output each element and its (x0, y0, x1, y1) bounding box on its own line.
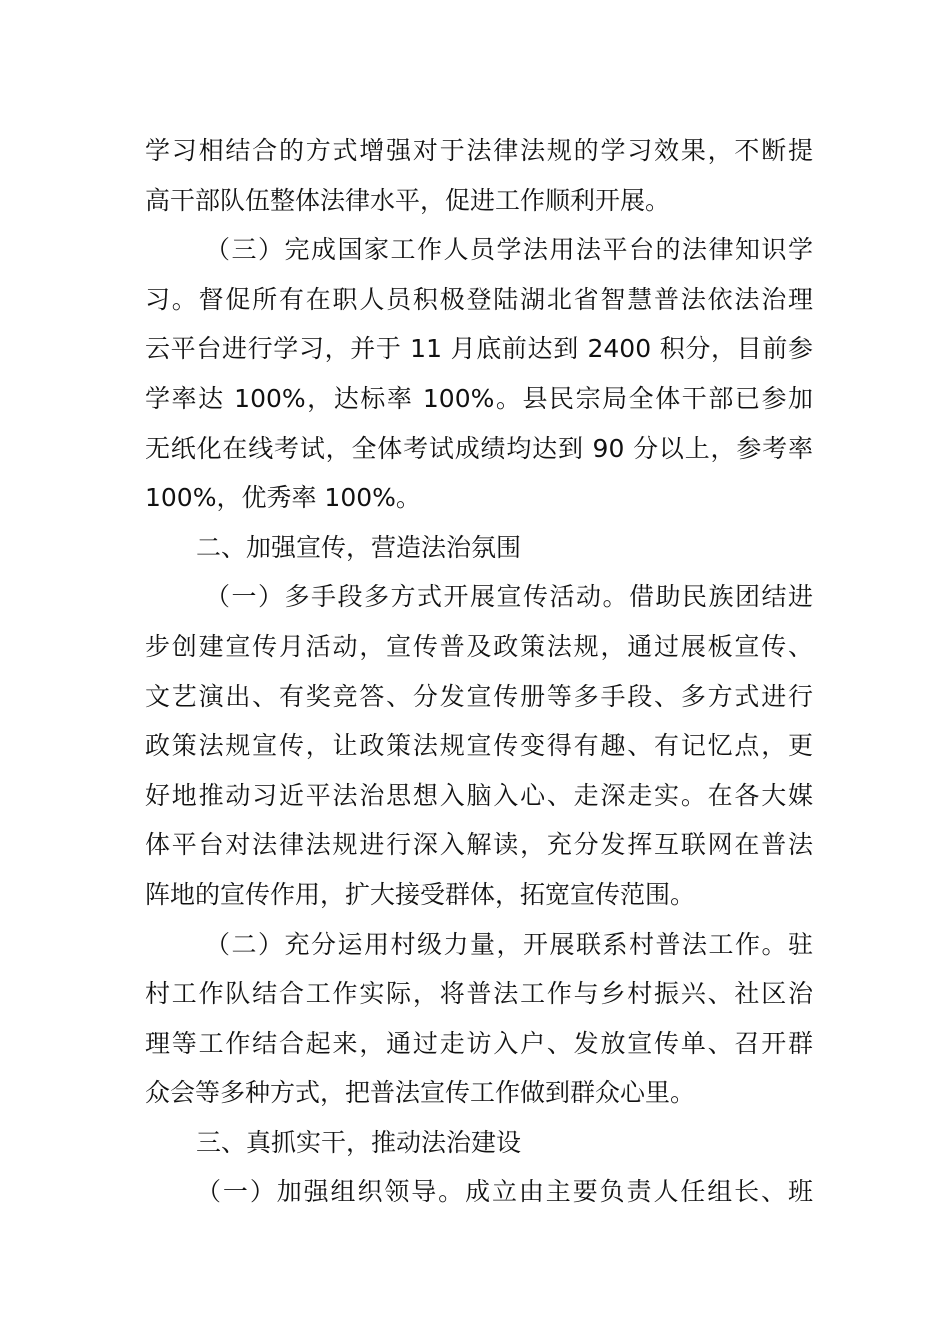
paragraph-line: 文艺演出、有奖竞答、分发宣传册等多手段、多方式进行 (145, 681, 813, 711)
section-heading-2: 二、加强宣传，营造法治氛围 (196, 532, 522, 562)
subsection-heading-1: （一）多手段多方式开展宣传活动。借助民族团结进 (205, 582, 813, 612)
paragraph-line: 好地推动习近平法治思想入脑入心、走深走实。在各大媒 (145, 780, 813, 810)
subsection-heading-3: （三）完成国家工作人员学法用法平台的法律知识学 (205, 235, 813, 265)
body-text (145, 126, 813, 1217)
paragraph-line: 村工作队结合工作实际，将普法工作与乡村振兴、社区治 (145, 979, 813, 1009)
section-heading-3: 三、真抓实干，推动法治建设 (196, 1127, 522, 1157)
paragraph-line: 云平台进行学习，并于 11 月底前达到 2400 积分，目前参 (145, 334, 813, 364)
paragraph-line: 阵地的宣传作用，扩大接受群体，拓宽宣传范围。 (145, 879, 696, 909)
paragraph-line: 理等工作结合起来，通过走访入户、发放宣传单、召开群 (145, 1028, 813, 1058)
paragraph-line: 学率达 100%，达标率 100%。县民宗局全体干部已参加 (145, 383, 813, 413)
paragraph-line: 体平台对法律法规进行深入解读，充分发挥互联网在普法 (145, 830, 813, 860)
paragraph-line: 步创建宣传月活动，宣传普及政策法规，通过展板宣传、 (145, 631, 813, 661)
paragraph-line: 众会等多种方式，把普法宣传工作做到群众心里。 (145, 1078, 696, 1108)
subsection-heading-2: （二）充分运用村级力量，开展联系村普法工作。驻 (205, 929, 813, 959)
paragraph-line: 100%，优秀率 100%。 (145, 483, 421, 513)
paragraph-line: 高干部队伍整体法律水平，促进工作顺利开展。 (145, 185, 671, 215)
subsection-heading-1: （一）加强组织领导。成立由主要负责人任组长、班 (196, 1177, 813, 1207)
paragraph-line: 习。督促所有在职人员积极登陆湖北省智慧普法依法治理 (145, 284, 813, 314)
paragraph-line: 无纸化在线考试，全体考试成绩均达到 90 分以上，参考率 (145, 433, 813, 463)
paragraph-line: 政策法规宣传，让政策法规宣传变得有趣、有记忆点，更 (145, 731, 813, 761)
paragraph-line: 学习相结合的方式增强对于法律法规的学习效果，不断提 (145, 136, 813, 165)
